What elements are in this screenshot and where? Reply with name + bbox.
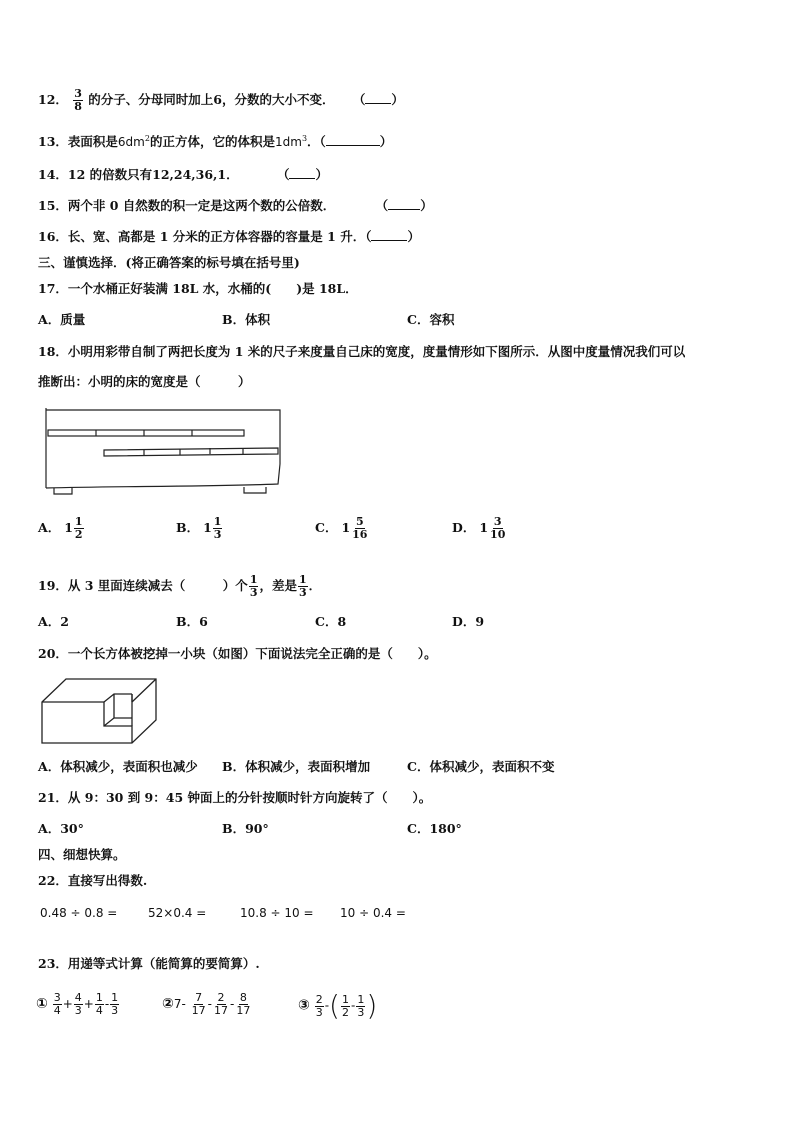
right-paren: ) <box>366 989 378 1022</box>
option-b[interactable]: B．体积减少，表面积增加 <box>222 759 371 774</box>
question-text: 一个长方体被挖掉一小块（如图）下面说法完全正确的是（ ）。 <box>67 646 437 661</box>
option-d[interactable]: D．9 <box>452 614 485 629</box>
question-17 <box>38 280 358 298</box>
option-c[interactable]: C．体积减少，表面积不变 <box>407 759 555 774</box>
ruler-1 <box>48 430 244 436</box>
option-a[interactable]: A．30° <box>38 821 84 836</box>
operator: - <box>230 997 235 1011</box>
option-b[interactable]: B．90° <box>222 821 269 836</box>
operator: + <box>83 997 94 1011</box>
question-22 <box>38 872 147 890</box>
cuboid-figure <box>40 676 160 746</box>
fraction: $\frac{1}{2}$ <box>341 992 349 1019</box>
answer-blank[interactable] <box>371 228 407 241</box>
section-heading-3: 三、谨慎选择．(将正确答案的标号填在括号里) <box>38 255 300 270</box>
question-13: 13．表面积是$6dm^2$的正方体，它的体积是$1dm^3$．（ ） <box>38 134 393 150</box>
question-text: 直接写出得数. <box>67 873 148 888</box>
answer-blank[interactable] <box>289 166 315 179</box>
fraction: $\frac{1}{4}$ <box>95 991 103 1017</box>
question-19: 19．从 3 里面连续减去（ ）个 $\frac{1}{3}$ ，差是 $\frac{1}{3}$ ． <box>38 573 322 599</box>
question-20 <box>38 645 437 663</box>
bed-leg-right <box>244 487 266 493</box>
question-number: 14． <box>38 167 68 182</box>
fraction: $\frac{1}{3}$ <box>357 992 365 1019</box>
left-paren: ( <box>329 989 340 1022</box>
question-number: 13． <box>38 134 68 150</box>
calc-item: 0.48 ÷ 0.8 = <box>40 906 118 920</box>
question-text: 两个非 0 自然数的积一定是这两个数的公倍数． <box>67 198 336 213</box>
question-12: 12． $\frac{3}{8}$ 的分子、分母同时加上6，分数的大小不变． （ ） <box>38 87 404 113</box>
section-heading-4: 四、细想快算。 <box>38 847 126 862</box>
option-b[interactable]: B．6 <box>176 614 208 629</box>
question-18-cont: 推断出：小明的床的宽度是（ ） <box>38 374 251 389</box>
question-text: 长、宽、高都是 1 分米的正方体容器的容量是 1 升．（ <box>67 229 372 244</box>
answer-blank[interactable] <box>365 91 391 104</box>
answer-blank[interactable] <box>326 133 380 146</box>
option-a[interactable]: A． 1 $\frac{1}{2}$ <box>38 515 83 541</box>
option-b[interactable]: B． 1 $\frac{1}{3}$ <box>176 515 222 541</box>
fraction: $\frac{2}{3}$ <box>315 992 323 1019</box>
question-number: 17． <box>38 281 68 296</box>
ruler-2 <box>104 448 278 456</box>
operator: + <box>62 997 73 1011</box>
bed-bottom-edge <box>46 464 280 488</box>
option-c[interactable]: C．180° <box>407 821 462 836</box>
question-number: 23． <box>38 956 68 971</box>
option-a[interactable]: A．体积减少，表面积也减少 <box>38 759 198 774</box>
calc-item: 52×0.4 = <box>148 906 207 920</box>
question-text: 12 的倍数只有12,24,36,1． <box>67 167 239 182</box>
expression-2: ②7- $\frac{7}{17}$ - $\frac{2}{17}$ - $\frac{8}{17}$ <box>162 991 251 1017</box>
fraction: $\frac{1}{3}$ <box>111 991 119 1017</box>
question-16: 16．长、宽、高都是 1 分米的正方体容器的容量是 1 升．（ ） <box>38 229 420 244</box>
fraction: $\frac{3}{4}$ <box>53 991 61 1017</box>
operator: - <box>350 998 356 1013</box>
calc-item: 10 ÷ 0.4 = <box>340 906 406 920</box>
question-21 <box>38 789 431 807</box>
option-c[interactable]: C． 1 $\frac{5}{16}$ <box>315 515 368 541</box>
operator: - <box>104 997 110 1011</box>
operator: - <box>324 998 330 1013</box>
question-14: 14．12 的倍数只有12,24,36,1． （ ） <box>38 167 328 182</box>
question-number: 12． <box>38 92 68 107</box>
fraction: $\frac{2}{17}$ <box>214 991 228 1017</box>
operator: - <box>207 997 212 1011</box>
fraction: $\frac{8}{17}$ <box>236 991 251 1017</box>
question-text: 一个水桶正好装满 18L 水，水桶的( )是 18L． <box>67 281 358 296</box>
option-b[interactable]: B．体积 <box>222 312 271 327</box>
option-a[interactable]: A．2 <box>38 614 69 629</box>
question-text: 的分子、分母同时加上6，分数的大小不变． <box>88 92 335 107</box>
question-number: 20． <box>38 646 68 661</box>
question-number: 16． <box>38 229 68 244</box>
bed-leg-left <box>54 488 72 494</box>
option-c[interactable]: C．8 <box>315 614 347 629</box>
fraction: $\frac{4}{3}$ <box>74 991 82 1017</box>
question-number: 18． <box>38 344 68 359</box>
option-a[interactable]: A．质量 <box>38 312 86 327</box>
question-text: 小明用彩带自制了两把长度为 1 米的尺子来度量自己床的宽度，度量情形如下图所示．从图中度量情况我们可以 <box>67 344 686 359</box>
fraction: $\frac{7}{17}$ <box>191 991 206 1017</box>
question-15: 15．两个非 0 自然数的积一定是这两个数的公倍数． （ ） <box>38 198 433 213</box>
question-number: 19． <box>38 578 68 593</box>
expression-3: ③ $\frac{2}{3}$ -( $\frac{1}{2}$ - $\frac{1}{3}$ ) <box>298 989 378 1022</box>
question-number: 21． <box>38 790 68 805</box>
question-number: 22． <box>38 873 68 888</box>
question-text: 从 9：30 到 9：45 钟面上的分针按顺时针方向旋转了（ ）。 <box>67 790 432 805</box>
bed-measure-figure <box>40 404 285 496</box>
question-23 <box>38 955 260 973</box>
fraction: $\frac{3}{8}$ <box>74 87 82 113</box>
answer-blank[interactable] <box>388 197 420 210</box>
expression-1: ① $\frac{3}{4}$ + $\frac{4}{3}$ + $\frac{1}{4}$ - $\frac{1}{3}$ <box>36 991 119 1017</box>
question-18 <box>38 343 685 361</box>
option-c[interactable]: C．容积 <box>407 312 455 327</box>
question-number: 15． <box>38 198 68 213</box>
calc-item: 10.8 ÷ 10 = <box>240 906 314 920</box>
question-text: 用递等式计算（能简算的要简算）. <box>67 956 260 971</box>
option-d[interactable]: D． 1 $\frac{3}{10}$ <box>452 515 506 541</box>
